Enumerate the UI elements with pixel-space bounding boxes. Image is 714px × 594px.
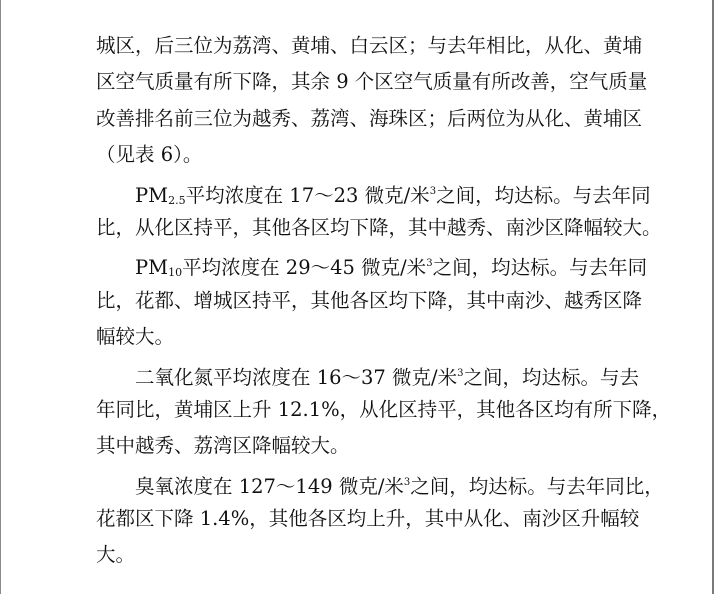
no2-sup: 3 (457, 367, 464, 379)
no2-paragraph-line-3: 其中越秀、荔湾区降幅较大。 (96, 434, 350, 458)
o3-paragraph-line-3: 大。 (96, 543, 136, 567)
o3-paragraph-line-2: 花都区下降 1.4%，其他各区均上升，其中从化、南沙区升幅较 (96, 507, 640, 531)
document-body (96, 28, 672, 574)
pm25-sup: 3 (429, 185, 437, 197)
viewer-left-edge (0, 0, 1, 594)
pm10-paragraph-line-2: 比，花都、增城区持平，其他各区均下降，其中南沙、越秀区降 (96, 288, 643, 312)
no2-text-end: 之间，均达标。与去 (463, 365, 639, 389)
o3-sup: 3 (403, 476, 411, 488)
pm10-prefix: PM (135, 256, 169, 280)
text-line: （见表 6）。 (96, 143, 203, 167)
o3-paragraph-line-1 (96, 465, 664, 501)
no2-text: 二氧化氮平均浓度在 16～37 微克/米 (135, 365, 458, 389)
pm25-prefix: PM (135, 183, 169, 207)
pm25-subscript: 2.5 (168, 193, 186, 207)
text-line: 区空气质量有所下降，其余 9 个区空气质量有所改善，空气质量 (96, 70, 648, 94)
no2-paragraph-line-1 (96, 356, 639, 392)
pm10-paragraph-line-1 (96, 246, 648, 282)
pm25-paragraph-line-1 (96, 174, 651, 210)
text-line: 城区，后三位为荔湾、黄埔、白云区；与去年相比，从化、黄埔 (96, 34, 643, 57)
pm10-subscript: 10 (168, 266, 183, 280)
pm25-text: 平均浓度在 17～23 微克/米 (185, 183, 430, 207)
o3-text: 臭氧浓度在 127～149 微克/米 (135, 474, 404, 498)
pm10-text-end: 之间，均达标。与去年同 (432, 256, 648, 280)
pm10-text: 平均浓度在 29～45 微克/米 (182, 256, 427, 280)
o3-text-end: 之间，均达标。与去年同比， (410, 474, 664, 498)
pm10-paragraph-line-3: 幅较大。 (96, 325, 175, 349)
text-line: 改善排名前三位为越秀、荔湾、海珠区；后两位为从化、黄埔区 (96, 106, 643, 130)
no2-paragraph-line-2: 年同比，黄埔区上升 12.1%，从化区持平，其他各区均有所下降， (96, 397, 672, 421)
pm10-sup: 3 (426, 258, 433, 270)
pm25-text-end: 之间，均达标。与去年同 (436, 183, 651, 207)
pm25-paragraph-line-2: 比，从化区持平，其他各区均下降，其中越秀、南沙区降幅较大。 (96, 215, 662, 239)
